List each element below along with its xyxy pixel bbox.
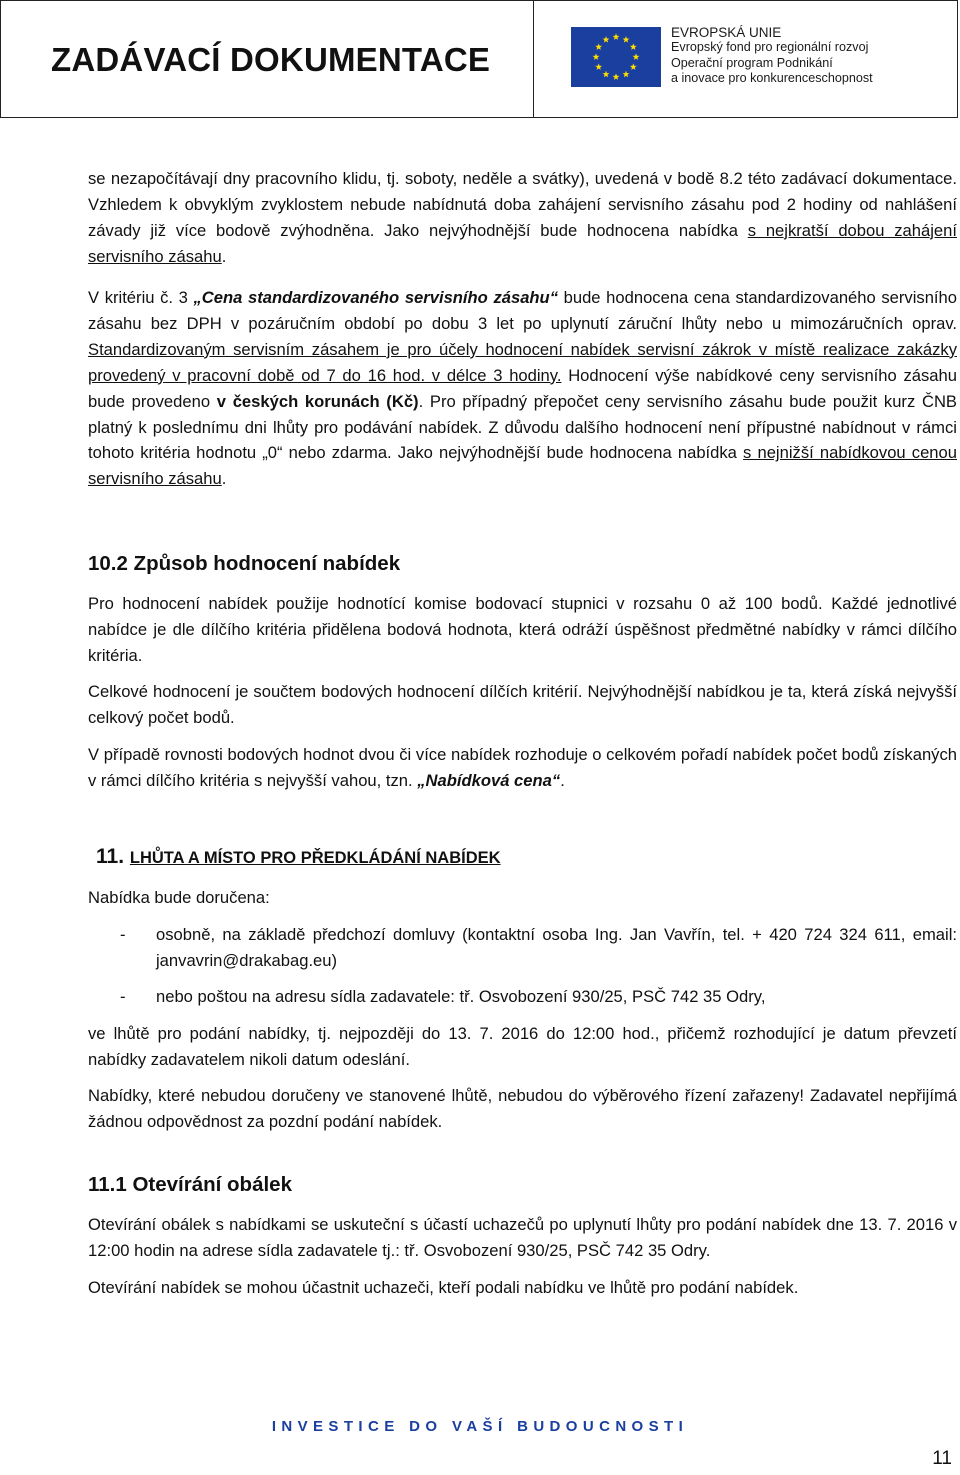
text-span: . Pro případný přepočet ceny servisního zásahu bude použit kurz ČNB platný k poslednímu dni lhůty pro podávání nabídek. Z důvodu dalšího hodnocení není přípustné nabídnout v rámci tohoto kritéria hodnotu „0“ nebo zdarma. Jako nejvýhodnější bude hodnocena nabídka: [88, 391, 957, 463]
paragraph-envelope-opening: Otevírání obálek s nabídkami se uskuteční s účastí uchazečů po uplynutí lhůty pro podání nabídek dne 13. 7. 2016 v 12:00 hodin na adrese sídla zadavatele tj.: tř. Osvobození 930/25, PSČ 742 35 Odry.: [88, 1215, 957, 1260]
paragraph-tie-break: [88, 742, 957, 794]
eu-line-2: Evropský fond pro regionální rozvoj: [671, 40, 869, 55]
text-span: .: [560, 771, 565, 790]
document-title: ZADÁVACÍ DOKUMENTACE: [51, 41, 491, 78]
text-span: se nezapočítávají dny pracovního klidu, tj. soboty, neděle a svátky), uvedená v bodě 8.2 této zadávací dokumentace. Vzhledem k obvyklým zvyklostem nebude nabídnutá doba zahájení servisního zásahu pod 2 hodiny od nahlášení závady již více bodově zvýhodněna. Jako nejvýhodnější bude hodnocena nabídka: [88, 169, 957, 240]
paragraph-deadline: ve lhůtě pro podání nabídky, tj. nejpozději do 13. 7. 2016 do 12:00 hod., přičemž rozhodující je datum převzetí nabídky zadavatelem nikoli datum odeslání.: [88, 1024, 957, 1069]
text-span: V kritériu č. 3: [88, 288, 194, 307]
list-item: nebo poštou na adresu sídla zadavatele: tř. Osvobození 930/25, PSČ 742 35 Odry,: [156, 987, 766, 1006]
text-span: V případě rovnosti bodových hodnot dvou či více nabídek rozhoduje o celkovém pořadí nabídek počet bodů získaných v rámci dílčího kritéria s nejvyšší vahou, tzn.: [88, 745, 957, 790]
underlined-text: s nejkratší dobou zahájení servisního zásahu: [88, 221, 957, 266]
footer-motto: INVESTICE DO VAŠÍ BUDOUCNOSTI: [271, 1418, 689, 1435]
section-heading-10-2: 10.2 Způsob hodnocení nabídek: [88, 552, 401, 575]
criterion-name: „Cena standardizovaného servisního zásahu“: [193, 288, 558, 307]
list-item: osobně, na základě předchozí domluvy (kontaktní osoba Ing. Jan Vavřín, tel. + 420 724 324 611, email: janvavrin@drakabag.eu): [156, 925, 957, 970]
underlined-text: Standardizovaným servisním zásahem je pro účely hodnocení nabídek servisní zákrok v místě realizace zakázky provedený v pracovní době od 7 do 16 hod. v délce 3 hodiny.: [88, 339, 957, 385]
eu-line-1: EVROPSKÁ UNIE: [671, 25, 782, 40]
text-span: .: [221, 469, 227, 489]
text-span: Hodnocení výše nabídkové ceny servisního zásahu bude provedeno: [88, 365, 957, 411]
page-number: 11: [932, 1448, 952, 1469]
bullet-mark: -: [120, 987, 126, 1006]
document-header: [0, 0, 958, 118]
header-divider: [533, 1, 534, 117]
paragraph-total-score: Celkové hodnocení je součtem bodových hodnocení dílčích kritérií. Nejvýhodnější nabídkou je ta, která získá nejvyšší celkový počet bodů.: [88, 682, 957, 727]
paragraph-late-offers: Nabídky, které nebudou doručeny ve stanovené lhůtě, nebudou do výběrového řízení zařazeny! Zadavatel nepřijímá žádnou odpovědnost za pozdní podání nabídek.: [88, 1086, 957, 1131]
eu-logo-text: [671, 25, 873, 87]
delivery-intro: Nabídka bude doručena:: [88, 888, 270, 907]
section-heading-11: [96, 845, 501, 869]
paragraph-criterion-3: [88, 285, 957, 492]
text-span: .: [221, 247, 227, 266]
paragraph-scoring-scale: Pro hodnocení nabídek použije hodnotící komise bodovací stupnici v rozsahu 0 až 100 bodů. Každé jednotlivé nabídce je dle dílčího kritéria přidělena bodová hodnota, která odráží úspěšnost předmětné nabídky v rámci dílčího kritéria.: [88, 594, 957, 665]
section-title: LHŮTA A MÍSTO PRO PŘEDKLÁDÁNÍ NABÍDEK: [129, 849, 501, 867]
eu-flag-icon: [571, 27, 661, 87]
eu-line-4: a inovace pro konkurenceschopnost: [671, 71, 873, 86]
text-span: bude hodnocena cena standardizovaného servisního zásahu bez DPH v pozáručním období po dobu 3 let po uplynutí záruční lhůty nebo u mimozáručních oprav.: [88, 288, 957, 333]
paragraph-response-time: [88, 166, 957, 270]
paragraph-attendees: Otevírání nabídek se mohou účastnit uchazeči, kteří podali nabídku ve lhůtě pro podání nabídek.: [88, 1278, 799, 1297]
eu-line-3: Operační program Podnikání: [671, 55, 833, 70]
section-number: 11.: [96, 845, 125, 868]
section-heading-11-1: 11.1 Otevírání obálek: [88, 1173, 292, 1196]
bullet-mark: -: [120, 925, 126, 944]
bold-text: v českých korunách (Kč): [216, 391, 419, 411]
underlined-text: s nejnižší nabídkovou cenou servisního zásahu: [88, 443, 957, 489]
criterion-name: „Nabídková cena“: [417, 771, 561, 790]
